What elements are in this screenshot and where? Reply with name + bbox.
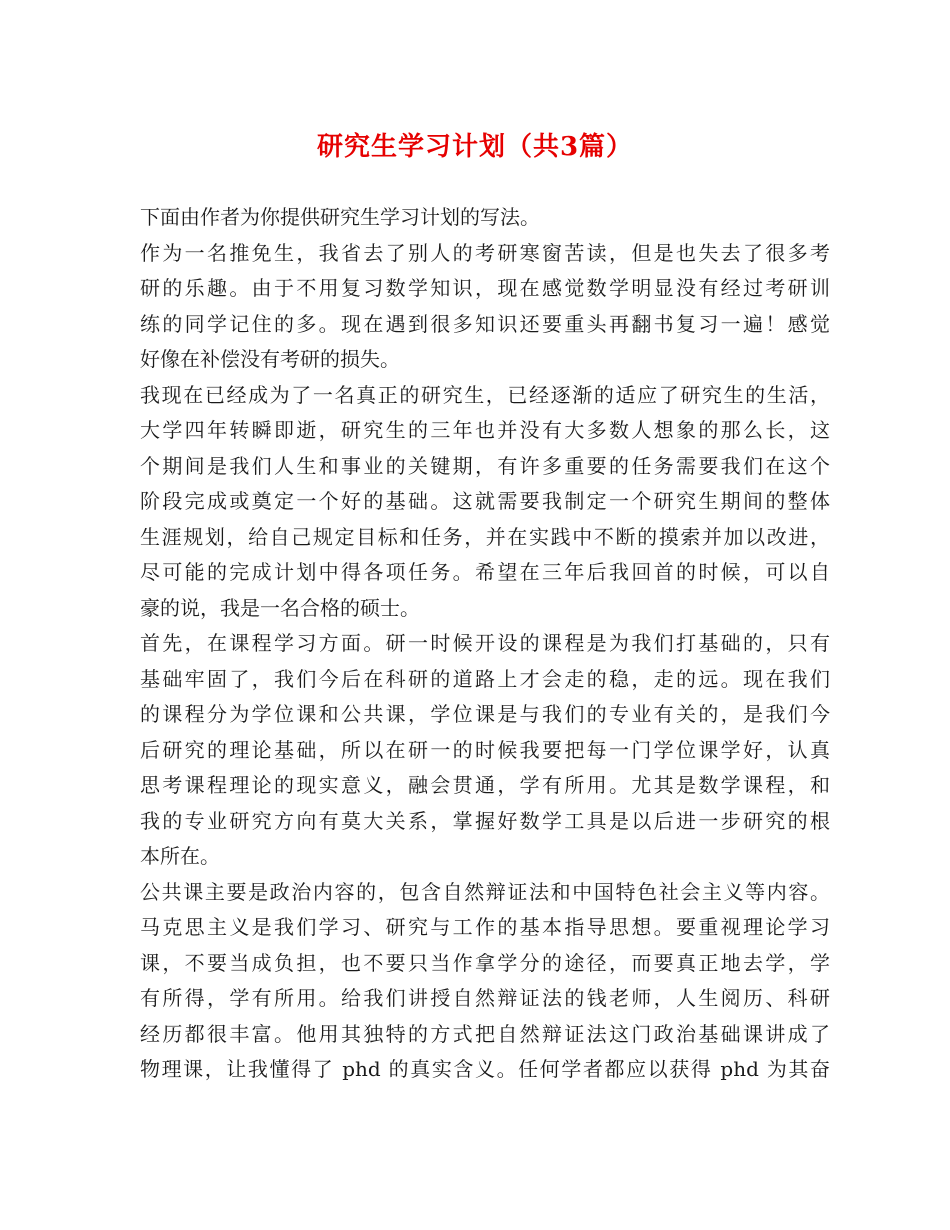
- body-line: 首先，在课程学习方面。研一时候开设的课程是为我们打基础的，只有: [140, 631, 830, 655]
- body-line: 练的同学记住的多。现在遇到很多知识还要重头再翻书复习一遍！感觉: [140, 311, 830, 336]
- document-body: [140, 200, 830, 1088]
- body-line: 思考课程理论的现实意义，融会贯通，学有所用。尤其是数学课程，和: [140, 773, 830, 797]
- body-line: 课，不要当成负担，也不要只当作拿学分的途径，而要真正地去学，学: [140, 950, 830, 975]
- body-line: 豪的说，我是一名合格的硕士。: [140, 595, 420, 620]
- body-line: 作为一名推免生，我省去了别人的考研寒窗苦读，但是也失去了很多考: [140, 240, 830, 265]
- document-title: 研究生学习计划（共3篇）: [316, 132, 634, 162]
- body-line: 公共课主要是政治内容的，包含自然辩证法和中国特色社会主义等内容。: [140, 879, 830, 904]
- body-line: 有所得，学有所用。给我们讲授自然辩证法的钱老师，人生阅历、科研: [140, 986, 830, 1010]
- body-line: 物理课，让我懂得了 phd 的真实含义。任何学者都应以获得 phd 为其奋: [140, 1057, 830, 1081]
- body-line: 马克思主义是我们学习、研究与工作的基本指导思想。要重视理论学习: [140, 915, 830, 939]
- body-line: 下面由作者为你提供研究生学习计划的写法。: [140, 205, 540, 229]
- body-line: 基础牢固了，我们今后在科研的道路上才会走的稳，走的远。现在我们: [140, 666, 830, 691]
- body-line: 的课程分为学位课和公共课，学位课是与我们的专业有关的，是我们今: [140, 702, 830, 726]
- body-line: 我现在已经成为了一名真正的研究生，已经逐渐的适应了研究生的生活，: [140, 382, 830, 407]
- body-line: 好像在补偿没有考研的损失。: [140, 347, 400, 371]
- body-line: 后研究的理论基础，所以在研一的时候我要把每一门学位课学好，认真: [140, 737, 830, 762]
- body-line: 生涯规划，给自己规定目标和任务，并在实践中不断的摸索并加以改进，: [140, 524, 830, 549]
- body-line: 经历都很丰富。他用其独特的方式把自然辩证法这门政治基础课讲成了: [140, 1021, 830, 1046]
- body-line: 尽可能的完成计划中得各项任务。希望在三年后我回首的时候，可以自: [140, 560, 830, 584]
- body-line: 研的乐趣。由于不用复习数学知识，现在感觉数学明显没有经过考研训: [140, 276, 830, 300]
- body-line: 本所在。: [140, 844, 220, 868]
- body-line: 我的专业研究方向有莫大关系，掌握好数学工具是以后进一步研究的根: [140, 808, 830, 833]
- body-line: 阶段完成或奠定一个好的基础。这就需要我制定一个研究生期间的整体: [140, 489, 830, 513]
- body-line: 大学四年转瞬即逝，研究生的三年也并没有大多数人想象的那么长，这: [140, 418, 830, 442]
- body-line: 个期间是我们人生和事业的关键期，有许多重要的任务需要我们在这个: [140, 453, 830, 478]
